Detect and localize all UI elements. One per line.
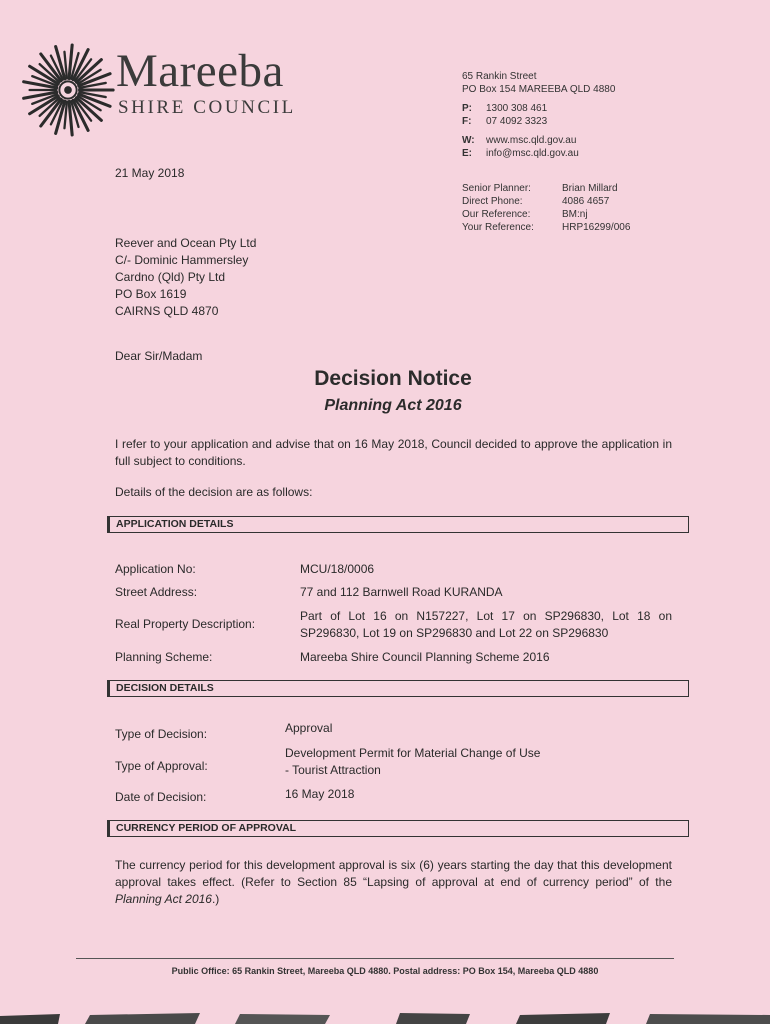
approval-type-line: - Tourist Attraction	[285, 763, 381, 777]
field-value: Mareeba Shire Council Planning Scheme 2016	[300, 650, 550, 664]
field-value: 16 May 2018	[285, 787, 355, 801]
document-subtitle: Planning Act 2016	[324, 397, 462, 414]
intro-paragraph: I refer to your application and advise that on 16 May 2018, Council decided to approve the application in full subject to conditions.	[115, 437, 672, 468]
contact-email[interactable]: info@msc.qld.gov.au	[486, 148, 579, 159]
field-label: Real Property Description:	[115, 617, 256, 631]
web-label: W:	[462, 135, 475, 146]
currency-text: The currency period for this development approval is six (6) years starting the day that this development approval takes effect. (Refer to Section 85 “Lapsing of approval at end of currency period” of the	[115, 858, 672, 889]
section-header-decision: DECISION DETAILS	[107, 680, 689, 697]
ref-value: BM:nj	[562, 209, 588, 220]
footer-divider	[76, 958, 674, 959]
fax-label: F:	[462, 116, 472, 127]
currency-paragraph	[115, 857, 672, 908]
email-label: E:	[462, 148, 472, 159]
field-label: Date of Decision:	[115, 790, 207, 804]
field-value: 77 and 112 Barnwell Road KURANDA	[300, 585, 503, 599]
contact-fax: 07 4092 3323	[486, 116, 548, 127]
contact-web[interactable]: www.msc.qld.gov.au	[486, 135, 577, 146]
contact-block	[462, 70, 615, 160]
brand-subtitle: SHIRE COUNCIL	[118, 97, 296, 118]
contact-phone: 1300 308 461	[486, 103, 548, 114]
ref-value: Brian Millard	[562, 183, 618, 194]
ref-label: Direct Phone:	[462, 196, 523, 207]
address-line: C/- Dominic Hammersley	[115, 253, 249, 267]
ref-label: Senior Planner:	[462, 183, 531, 194]
contact-po-box: PO Box 154 MAREEBA QLD 4880	[462, 84, 616, 95]
salutation: Dear Sir/Madam	[115, 349, 203, 363]
field-label: Type of Approval:	[115, 759, 208, 773]
scan-edge-decoration	[0, 1012, 770, 1024]
field-value: Part of Lot 16 on N157227, Lot 17 on SP296830, Lot 18 on SP296830, Lot 19 on SP296830 and Lot 22 on SP296830	[300, 609, 672, 640]
ref-label: Our Reference:	[462, 209, 531, 220]
letter-date: 21 May 2018	[115, 166, 185, 180]
field-label: Planning Scheme:	[115, 650, 213, 664]
address-line: Reever and Ocean Pty Ltd	[115, 236, 257, 250]
recipient-address	[115, 235, 256, 320]
field-value	[285, 745, 657, 779]
ref-label: Your Reference:	[462, 222, 534, 233]
contact-street: 65 Rankin Street	[462, 71, 537, 82]
field-label: Street Address:	[115, 585, 198, 599]
details-intro: Details of the decision are as follows:	[115, 485, 313, 499]
council-logo-icon	[20, 42, 116, 138]
currency-act-title: Planning Act 2016	[115, 892, 212, 906]
field-label: Type of Decision:	[115, 727, 208, 741]
phone-label: P:	[462, 103, 472, 114]
ref-value: HRP16299/006	[562, 222, 631, 233]
field-label: Application No:	[115, 562, 196, 576]
address-line: CAIRNS QLD 4870	[115, 304, 219, 318]
reference-block	[462, 182, 630, 234]
currency-text-end: .)	[211, 892, 220, 906]
approval-type-line: Development Permit for Material Change of Use	[285, 746, 541, 760]
field-value: Approval	[285, 721, 333, 735]
document-title: Decision Notice	[314, 367, 472, 390]
section-header-application: APPLICATION DETAILS	[107, 516, 689, 533]
footer-address: Public Office: 65 Rankin Street, Mareeba QLD 4880. Postal address: PO Box 154, Mareeba QLD 4880	[171, 966, 599, 976]
field-value: MCU/18/0006	[300, 562, 375, 576]
address-line: Cardno (Qld) Pty Ltd	[115, 270, 226, 284]
ref-value: 4086 4657	[562, 196, 610, 207]
address-line: PO Box 1619	[115, 287, 187, 301]
section-header-currency: CURRENCY PERIOD OF APPROVAL	[107, 820, 689, 837]
brand-name: Mareeba	[116, 45, 284, 97]
